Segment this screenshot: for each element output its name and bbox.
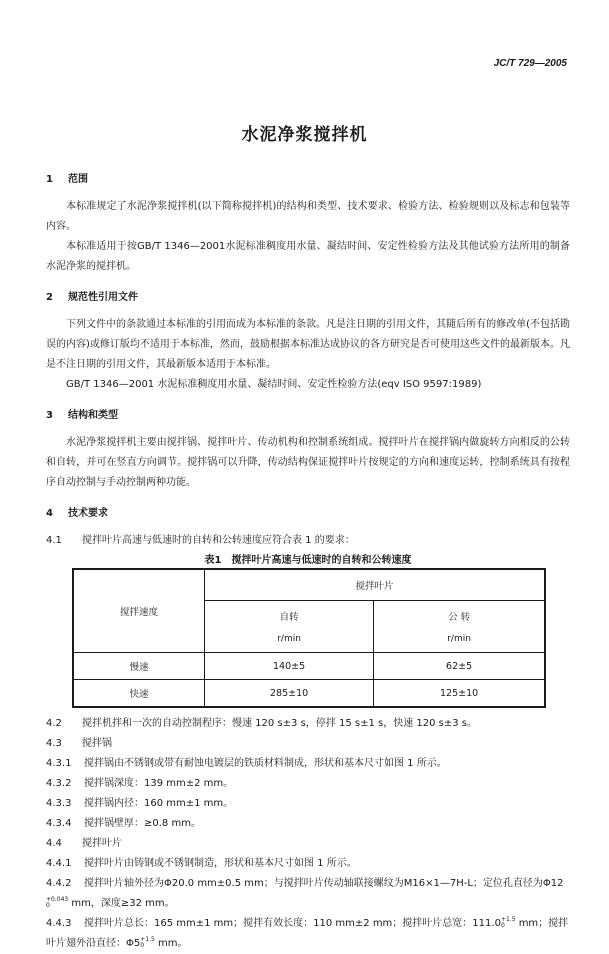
table-cell-self: 140±5 (205, 653, 374, 680)
clause-number: 4.3.4 (46, 818, 72, 829)
clause-number: 4.4.3 (46, 918, 72, 929)
clause-number: 4.4 (46, 838, 62, 849)
table-1 (72, 568, 546, 708)
clause-text-mid: mm；搅拌叶片翅外沿直径：Φ5 (46, 918, 569, 949)
clause-4-3-3 (46, 794, 570, 814)
section-number: 3 (46, 410, 53, 421)
clause-4-4-3 (46, 914, 570, 954)
clause-text: 搅拌叶片 (82, 838, 122, 849)
section-number: 4 (46, 508, 53, 519)
table-unit-orbit: r/min (374, 625, 545, 652)
table-cell-orbit: 125±10 (374, 680, 545, 708)
section-number: 2 (46, 292, 53, 303)
section-1-paragraph-1: 本标准规定了水泥净浆搅拌机(以下简称搅拌机)的结构和类型、技术要求、检验方法、检验规则以及标志和包装等内容。 (46, 201, 570, 232)
clause-number: 4.3.2 (46, 778, 72, 789)
section-number: 1 (46, 174, 53, 185)
section-3-heading (46, 406, 570, 421)
section-title: 技术要求 (68, 508, 108, 519)
clause-text: 搅拌锅内径：160 mm±1 mm。 (84, 798, 234, 809)
clause-number: 4.3 (46, 738, 62, 749)
clause-text: 搅拌叶片高速与低速时的自转和公转速度应符合表 1 的要求： (82, 535, 355, 546)
clause-text: 搅拌叶片轴外径为Φ20.0 mm±0.5 mm；与搅拌叶片传动轴联接螺纹为M16×1—7H-L；定位孔直径为Φ (84, 878, 551, 889)
table-col-orbit: 公 转 (374, 600, 545, 625)
document-body (46, 170, 570, 954)
document-title: 水泥净浆搅拌机 (241, 125, 368, 145)
table-cell-label: 快速 (73, 680, 205, 708)
clause-number: 4.4.2 (46, 878, 72, 889)
clause-number: 4.3.3 (46, 798, 72, 809)
table-cell-self: 285±10 (205, 680, 374, 708)
clause-number: 4.2 (46, 718, 62, 729)
table-col-self-rotation: 自转 (205, 600, 374, 625)
tolerance-base: 12 (550, 878, 564, 889)
section-4-heading (46, 504, 570, 519)
clause-4-2 (46, 714, 570, 734)
section-2-reference: GB/T 1346—2001 水泥标准稠度用水量、凝结时间、安定性检验方法(eqv ISO 9597:1989) (66, 379, 482, 390)
clause-4-4-2 (46, 874, 570, 914)
clause-text: 搅拌锅由不锈钢或带有耐蚀电镀层的铁质材料制成，形状和基本尺寸如图 1 所示。 (84, 758, 447, 769)
clause-4-1 (46, 531, 570, 551)
table-cell-label: 慢速 (73, 653, 205, 680)
table-row-header: 搅拌速度 (73, 569, 205, 653)
table-group-header: 搅拌叶片 (205, 569, 546, 600)
section-2-heading (46, 288, 570, 303)
tolerance: +0.043 0 (46, 896, 69, 909)
table-unit-self: r/min (205, 625, 374, 652)
table-row (73, 653, 545, 680)
clause-4-4-1 (46, 854, 570, 874)
section-1-paragraph-2: 本标准适用于按GB/T 1346—2001水泥标准稠度用水量、凝结时间、安定性检验方法及其他试验方法所用的制备水泥净浆的搅拌机。 (46, 241, 570, 272)
clause-4-4 (46, 834, 570, 854)
clause-text: 搅拌锅壁厚：≥0.8 mm。 (84, 818, 201, 829)
tolerance: +1.5 0 (140, 936, 155, 949)
clause-4-3-4 (46, 814, 570, 834)
clause-text: 搅拌锅深度：139 mm±2 mm。 (84, 778, 234, 789)
section-title: 结构和类型 (68, 410, 118, 421)
table-cell-orbit: 62±5 (374, 653, 545, 680)
clause-text-end: mm。 (154, 938, 188, 949)
clause-text: 搅拌机拌和一次的自动控制程序：慢速 120 s±3 s，停拌 15 s±1 s，快速 120 s±3 s。 (82, 718, 477, 729)
section-title: 规范性引用文件 (68, 292, 138, 303)
clause-4-3-2 (46, 774, 570, 794)
table-row (73, 680, 545, 708)
clause-text: 搅拌锅 (82, 738, 112, 749)
table-1-caption: 表1 搅拌叶片高速与低速时的自转和公转速度 (204, 555, 412, 566)
clause-number: 4.3.1 (46, 758, 72, 769)
section-1-heading (46, 170, 570, 185)
section-3-paragraph-1: 水泥净浆搅拌机主要由搅拌锅、搅拌叶片、传动机构和控制系统组成。搅拌叶片在搅拌锅内做旋转方向相反的公转和自转，并可在竖直方向调节。搅拌锅可以升降，传动结构保证搅拌叶片按规定的方向和速度运转，控制系统具有按程序自动控制与手动控制两种功能。 (46, 437, 570, 488)
clause-text: 搅拌叶片总长：165 mm±1 mm；搅拌有效长度：110 mm±2 mm；搅拌叶片总宽：111.0 (84, 918, 501, 929)
tolerance: +1.5 0 (500, 916, 516, 929)
section-2-paragraph-1: 下列文件中的条款通过本标准的引用而成为本标准的条款。凡是注日期的引用文件，其随后所有的修改单(不包括勘误的内容)或修订版均不适用于本标准，然而，鼓励根据本标准达成协议的各方研究是否可使用这些文件的最新版本。凡是不注日期的引用文件，其最新版本适用于本标准。 (46, 319, 570, 370)
clause-number: 4.4.1 (46, 858, 72, 869)
clause-4-3-1 (46, 754, 570, 774)
clause-4-3 (46, 734, 570, 754)
document-code: JC/T 729—2005 (493, 58, 567, 69)
section-title: 范围 (68, 174, 88, 185)
clause-text: 搅拌叶片由铸钢或不锈钢制造，形状和基本尺寸如图 1 所示。 (84, 858, 357, 869)
clause-text-end: mm，深度≥32 mm。 (68, 898, 175, 909)
clause-number: 4.1 (46, 535, 62, 546)
